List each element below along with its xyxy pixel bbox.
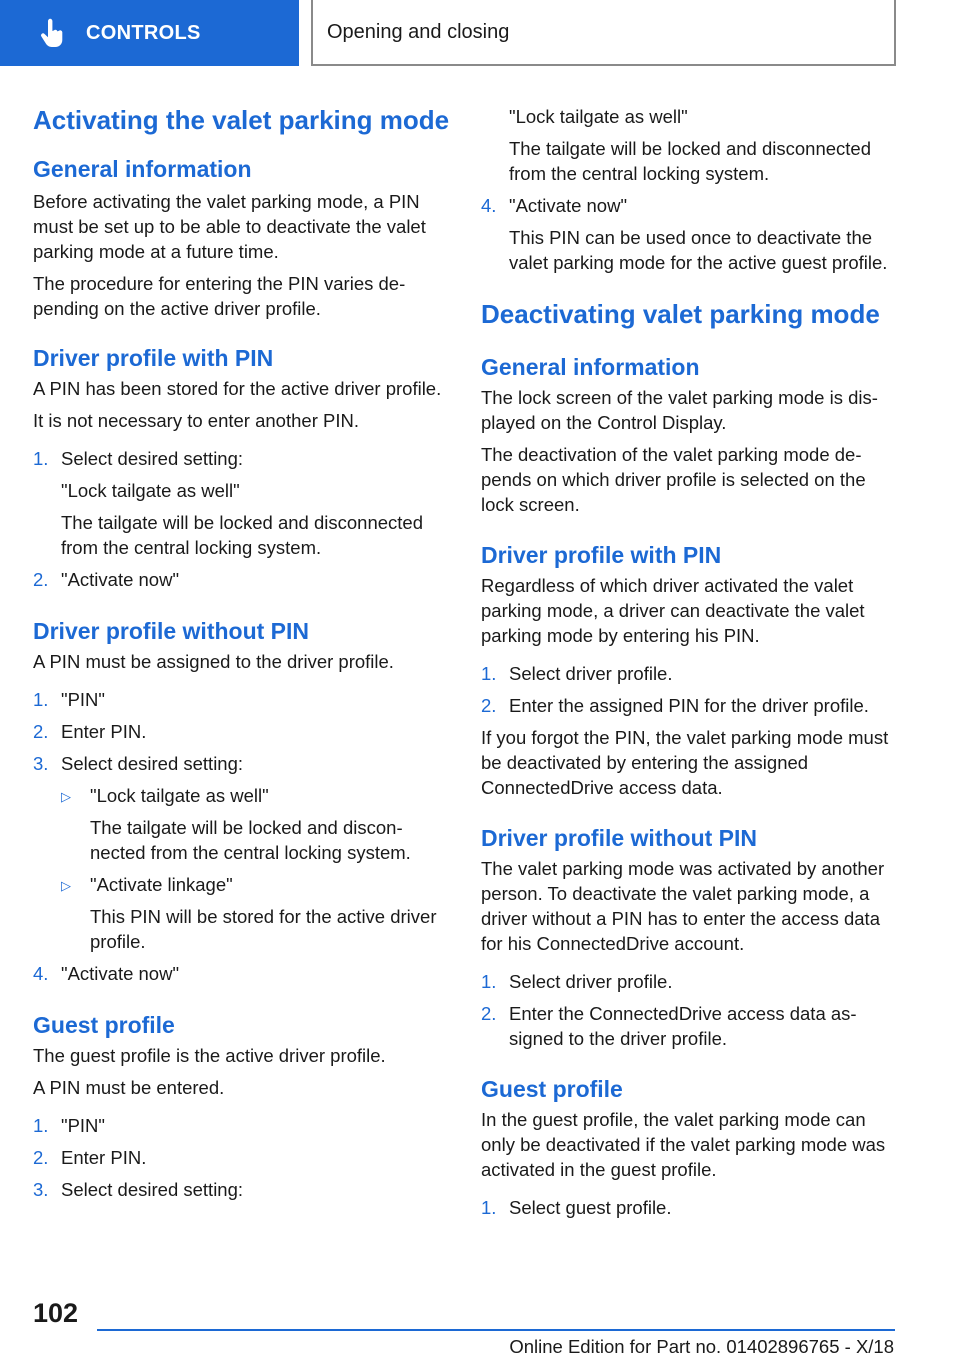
step-text: Select desired setting:: [61, 448, 244, 469]
bullet-item: [61, 783, 451, 865]
paragraph: The guest profile is the active driver profile.: [33, 1045, 386, 1066]
step-number: 2.: [481, 1003, 497, 1024]
list-item: [481, 1195, 901, 1220]
list-item: [33, 567, 451, 592]
step-number: 4.: [481, 195, 497, 216]
step-text: Enter the assigned PIN for the driver profile.: [509, 695, 869, 716]
step-text: "Activate now": [61, 569, 180, 590]
list-item: [33, 719, 451, 744]
paragraph: The procedure for entering the PIN varies depending on the active driver profile.: [33, 273, 406, 319]
paragraph: In the guest profile, the valet parking mode can only be deactivated if the valet parking mode was activated in the guest profile.: [481, 1109, 886, 1180]
list-item: [481, 661, 901, 686]
bullet-description: This PIN will be stored for the active driver profile.: [90, 906, 437, 952]
subsection-heading: Driver profile without PIN: [33, 618, 310, 644]
step-number: 1.: [481, 663, 497, 684]
edition-note: Online Edition for Part no. 01402896765 - X/18: [509, 1336, 894, 1357]
paragraph: A PIN has been stored for the active driver profile.: [33, 378, 442, 399]
step-text: Enter PIN.: [61, 721, 147, 742]
step-text: "Activate now": [509, 195, 628, 216]
step-number: 1.: [33, 689, 49, 710]
step-option: "Lock tailgate as well": [509, 106, 688, 127]
list-item: [481, 1001, 901, 1051]
bullet-description: The tailgate will be locked and disconnected from the central locking system.: [90, 817, 411, 863]
paragraph: The valet parking mode was activated by another person. To deactivate the valet parking mode, a driver without a PIN has to enter the access data for his ConnectedDrive account.: [481, 858, 885, 954]
list-item: [481, 693, 901, 718]
list-item: [33, 961, 451, 986]
list-item: [33, 1145, 451, 1170]
subsection-heading: General information: [481, 354, 700, 380]
paragraph: Before activating the valet parking mode, a PIN must be set up to be able to deactivate the valet parking mode at a future time.: [33, 191, 426, 262]
paragraph: A PIN must be assigned to the driver profile.: [33, 651, 394, 672]
section-title: Opening and closing: [327, 20, 510, 43]
page-number: 102: [33, 1298, 79, 1328]
step-number: 1.: [481, 971, 497, 992]
paragraph: A PIN must be entered.: [33, 1077, 225, 1098]
subsection-heading: Guest profile: [33, 1012, 175, 1038]
step-text: Select desired setting:: [61, 753, 244, 774]
step-text: "Activate now": [61, 963, 180, 984]
bullet-text: "Activate linkage": [90, 874, 233, 895]
step-description: This PIN can be used once to deactivate the valet parking mode for the active guest profile.: [509, 227, 888, 273]
step-description: The tailgate will be locked and disconnected from the central locking system.: [61, 512, 424, 558]
list-item: [33, 751, 451, 776]
step-number: 3.: [33, 1179, 49, 1200]
chapter-label: CONTROLS: [86, 21, 201, 44]
list-item: [33, 446, 451, 560]
step-text: "PIN": [61, 1115, 105, 1136]
step-number: 2.: [481, 695, 497, 716]
numbered-list: [33, 446, 451, 592]
paragraph: It is not necessary to enter another PIN.: [33, 410, 359, 431]
numbered-list: [33, 687, 451, 986]
step-text: Select driver profile.: [509, 663, 673, 684]
list-item: [481, 969, 901, 994]
subsection-heading: Driver profile with PIN: [33, 345, 274, 371]
step-number: 2.: [33, 569, 49, 590]
triangle-bullet-icon: ▷: [61, 878, 71, 893]
numbered-list: [481, 661, 901, 718]
section-heading: Deactivating valet parking mode: [481, 299, 880, 329]
step-option: "Lock tailgate as well": [61, 480, 240, 501]
list-item: [481, 193, 901, 275]
paragraph: Regardless of which driver activated the valet parking mode, a driver can deactivate the valet parking mode by entering his PIN.: [481, 575, 865, 646]
bullet-item: [61, 872, 451, 954]
left-column: [33, 100, 451, 1202]
list-item: [33, 1177, 451, 1202]
numbered-list: [33, 1113, 451, 1202]
list-item: [33, 687, 451, 712]
triangle-bullet-icon: ▷: [61, 789, 71, 804]
numbered-list: [481, 969, 901, 1051]
section-header: [311, 0, 896, 66]
step-text: Select driver profile.: [509, 971, 673, 992]
step-number: 3.: [33, 753, 49, 774]
right-column: [481, 100, 901, 1220]
chapter-tab[interactable]: [0, 0, 299, 66]
step-number: 2.: [33, 1147, 49, 1168]
paragraph: If you forgot the PIN, the valet parking mode must be deactivated by entering the assigned ConnectedDrive access data.: [481, 727, 889, 798]
step-text: Select guest profile.: [509, 1197, 672, 1218]
step-number: 4.: [33, 963, 49, 984]
step-number: 2.: [33, 721, 49, 742]
paragraph: The deactivation of the valet parking mode depends on which driver profile is selected on the lock screen.: [481, 444, 866, 515]
paragraph: The lock screen of the valet parking mode is displayed on the Control Display.: [481, 387, 878, 433]
step-number: 1.: [33, 1115, 49, 1136]
list-item: [33, 1113, 451, 1138]
subsection-heading: Driver profile with PIN: [481, 542, 722, 568]
hand-pointer-icon: [38, 17, 68, 49]
footer-divider: [97, 1329, 895, 1331]
step-text: "PIN": [61, 689, 105, 710]
step-number: 1.: [33, 448, 49, 469]
step-text: Enter the ConnectedDrive access data assigned to the driver profile.: [509, 1003, 857, 1049]
step-description: The tailgate will be locked and disconnected from the central locking system.: [509, 138, 872, 184]
section-heading: Activating the valet parking mode: [33, 105, 450, 135]
numbered-list: [481, 1195, 901, 1220]
subsection-heading: Driver profile without PIN: [481, 825, 758, 851]
subsection-heading: Guest profile: [481, 1076, 623, 1102]
step-number: 1.: [481, 1197, 497, 1218]
step-text: Enter PIN.: [61, 1147, 147, 1168]
step-text: Select desired setting:: [61, 1179, 244, 1200]
subsection-heading: General information: [33, 156, 252, 182]
bullet-text: "Lock tailgate as well": [90, 785, 269, 806]
